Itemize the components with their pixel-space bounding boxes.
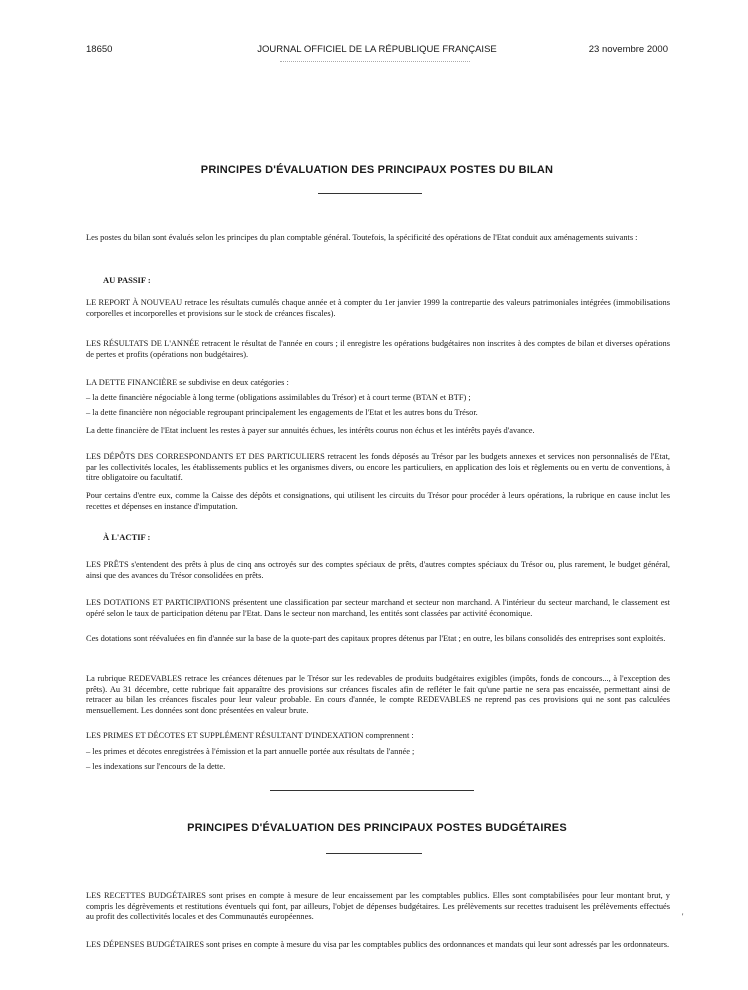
- page-number: 18650: [86, 44, 113, 55]
- dette-note: La dette financière de l'Etat incluent les restes à payer sur annuités échues, les intérêts courus non échus et les intérêts payés d'avance.: [86, 426, 535, 435]
- dette-list-item-2: – la dette financière non négociable regroupant principalement les engagements de l'Etat et les autres bons du Trésor.: [86, 408, 478, 417]
- resultats-paragraph: LES RÉSULTATS DE L'ANNÉE retracent le résultat de l'année en cours ; il enregistre les opérations budgétaires non inscrites à des comptes de bilan et diverses opérations de pertes et profits (opérations non budgétaires).: [86, 339, 670, 359]
- section-title-budgetaires: PRINCIPES D'ÉVALUATION DES PRINCIPAUX POSTES BUDGÉTAIRES: [187, 822, 567, 834]
- header-divider: [280, 61, 470, 62]
- page-header: [86, 44, 668, 58]
- depenses-paragraph: LES DÉPENSES BUDGÉTAIRES sont prises en compte à mesure du visa par les comptables publics des ordonnances et mandats qui leur sont adressés par les ordonnateurs.: [86, 940, 670, 949]
- actif-heading: À L'ACTIF :: [103, 532, 151, 542]
- title-underline: [318, 193, 422, 194]
- publication-date: 23 novembre 2000: [588, 44, 668, 55]
- margin-mark: ': [682, 912, 684, 921]
- dotations-note: Ces dotations sont réévaluées en fin d'année sur la base de la quote-part des capitaux propres détenus par l'Etat ; en outre, les bilans consolidés des entreprises sont exploités.: [86, 634, 666, 643]
- report-paragraph: LE REPORT À NOUVEAU retrace les résultats cumulés chaque année et à compter du 1er janvier 1999 la contrepartie des valeurs patrimoniales intégrées (immobilisations corporelles et incorporelles et provisions sur le stock de créances fiscales).: [86, 298, 670, 318]
- primes-list-item-1: – les primes et décotes enregistrées à l'émission et la part annuelle portée aux résultats de l'année ;: [86, 747, 415, 756]
- section-divider: [270, 790, 474, 791]
- depots-note: Pour certains d'entre eux, comme la Caisse des dépôts et consignations, qui utilisent les circuits du Trésor pour procéder à leurs opérations, la rubrique en cause inclut les recettes et dépenses en instance d'imputation.: [86, 491, 670, 511]
- primes-list-item-2: – les indexations sur l'encours de la dette.: [86, 762, 226, 771]
- intro-paragraph: Les postes du bilan sont évalués selon les principes du plan comptable général. Toutefois, la spécificité des opérations de l'Etat conduit aux aménagements suivants :: [86, 233, 638, 242]
- dette-intro: LA DETTE FINANCIÈRE se subdivise en deux catégories :: [86, 378, 289, 387]
- journal-title: JOURNAL OFFICIEL DE LA RÉPUBLIQUE FRANÇAISE: [257, 44, 497, 55]
- title-underline-2: [326, 853, 422, 854]
- passif-heading: AU PASSIF :: [103, 275, 151, 285]
- primes-intro: LES PRIMES ET DÉCOTES ET SUPPLÉMENT RÉSULTANT D'INDEXATION comprennent :: [86, 731, 414, 740]
- depots-paragraph: LES DÉPÔTS DES CORRESPONDANTS ET DES PARTICULIERS retracent les fonds déposés au Trésor par les budgets annexes et services non personnalisés de l'Etat, par les collectivités locales, les établissements publics et les organismes divers, ou encore les particuliers, en application des lois et règlements ou en vertu de conventions, à titre obligatoire ou facultatif.: [86, 452, 670, 483]
- dotations-paragraph: LES DOTATIONS ET PARTICIPATIONS présentent une classification par secteur marchand et secteur non marchand. A l'intérieur du secteur marchand, le classement est opéré selon le taux de participation détenu par l'Etat. Dans le secteur non marchand, les entités sont classées par activité économique.: [86, 598, 670, 618]
- section-title-bilan: PRINCIPES D'ÉVALUATION DES PRINCIPAUX POSTES DU BILAN: [200, 164, 554, 176]
- redevables-paragraph: La rubrique REDEVABLES retrace les créances détenues par le Trésor sur les redevables de produits budgétaires exigibles (impôts, fonds de concours..., à l'exception des prêts). Au 31 décembre, cette rubrique fait apparaître des provisions sur créances fiscales afin de refléter le fait qu'une partie ne sera pas encaissée, permettant ainsi de retracer au bilan les créances fiscales pour leur valeur probable. En cours d'année, le compte REDEVABLES ne reprend pas ces provisions qui ne sont pas calculées mensuellement. Les données sont donc présentées en valeur brute.: [86, 674, 670, 715]
- prets-paragraph: LES PRÊTS s'entendent des prêts à plus de cinq ans octroyés sur des comptes spéciaux de prêts, d'autres comptes spéciaux du Trésor ou, plus rarement, le budget général, ainsi que des avances du Trésor consolidées en prêts.: [86, 560, 670, 580]
- dette-list-item-1: – la dette financière négociable à long terme (obligations assimilables du Trésor) et à court terme (BTAN et BTF) ;: [86, 393, 471, 402]
- recettes-paragraph: LES RECETTES BUDGÉTAIRES sont prises en compte à mesure de leur encaissement par les comptables publics. Elles sont comptabilisées pour leur montant brut, y compris les dégrèvements et restitutions éventuels qui font, par ailleurs, l'objet de dépenses budgétaires. Les prélèvements sur recettes traduisent les prélèvements effectués au profit des collectivités locales et des Communautés européennes.: [86, 891, 670, 922]
